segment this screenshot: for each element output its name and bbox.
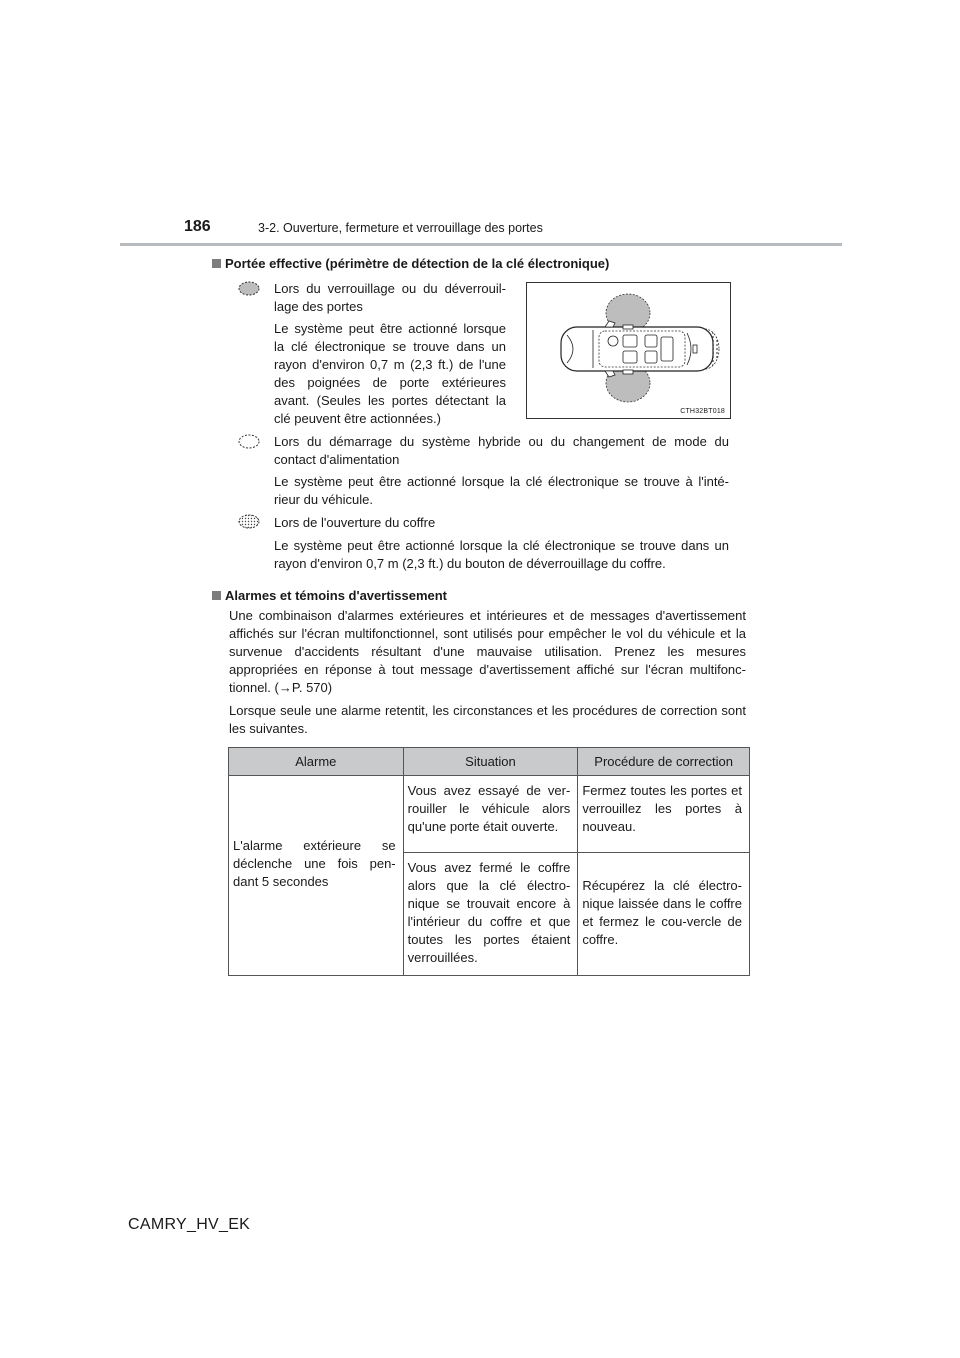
table-header-row [229,748,750,776]
column-header-situation: Situation [403,748,578,776]
trunk-range-legend-icon [238,514,260,529]
section-heading-text: Portée effective (périmètre de détection de la clé électronique) [225,256,610,271]
section-heading-alarms [212,588,447,603]
procedure-cell: Récupérez la clé électro-nique laissée dans le coffre et fermez le cou-vercle de coffre. [578,853,750,976]
situation-cell: Vous avez fermé le coffre alors que la clé électro-nique se trouvait encore à l'intérieur du coffre et que toutes les portes étaient verrouillées. [403,853,578,976]
exterior-range-legend-icon [238,281,260,296]
model-code: CAMRY_HV_EK [128,1216,251,1233]
legend-item-1-title: Lors du verrouillage ou du déverrouil-lage des portes [274,281,506,314]
heading-square-icon [212,259,221,268]
alarm-cell: L'alarme extérieure se déclenche une fois pen-dant 5 secondes [229,776,404,976]
column-header-alarm: Alarme [229,748,404,776]
table-row [229,776,750,853]
car-top-view-diagram [527,283,732,420]
legend-item-2-text: Le système peut être actionné lorsque la clé électronique se trouve à l'inté-rieur du véhicule. [274,474,729,507]
page-number: 186 [184,218,211,235]
alarms-conditions-paragraph: Lorsque seule une alarme retentit, les circonstances et les procédures de correction sont les suivantes. [229,703,746,736]
section-heading-text: Alarmes et témoins d'avertissement [225,588,448,603]
alarm-table [228,747,750,976]
section-title: 3-2. Ouverture, fermeture et verrouillage des portes [258,221,543,235]
section-heading-effective-range [212,256,609,271]
alarms-intro-paragraph: Une combinaison d'alarmes extérieures et intérieures et de messages d'avertissement affichés sur l'écran multifonctionnel, sont utilisés pour empêcher le vol du véhicule et la survenue d'accidents résultant d'une mauvaise utilisation. Prenez les mesures appropriées en réponse à tout message d'avertissement affiché sur l'écran multifonc-tionnel. (→P. 570) [229,608,746,695]
interior-range-legend-icon [238,434,260,449]
legend-item-3-text: Le système peut être actionné lorsque la clé électronique se trouve dans un rayon d'environ 0,7 m (2,3 ft.) du bouton de déverrouillage du coffre. [274,538,729,571]
situation-cell: Vous avez essayé de ver-rouiller le véhicule alors qu'une porte était ouverte. [403,776,578,853]
detection-range-figure [526,282,731,419]
legend-item-2-title: Lors du démarrage du système hybride ou du changement de mode du contact d'alimentation [274,434,729,467]
header-divider [120,243,842,246]
column-header-procedure: Procédure de correction [578,748,750,776]
heading-square-icon [212,591,221,600]
legend-item-3-title: Lors de l'ouverture du coffre [274,515,436,530]
procedure-cell: Fermez toutes les portes et verrouillez les portes à nouveau. [578,776,750,853]
legend-item-1-text: Le système peut être actionné lorsque la clé électronique se trouve dans un rayon d'environ 0,7 m (2,3 ft.) de l'une des poignées de porte extérieures avant. (Seules les portes détectant la clé peuvent être actionnées.) [274,321,506,426]
figure-caption: CTH32BT018 [680,408,725,415]
